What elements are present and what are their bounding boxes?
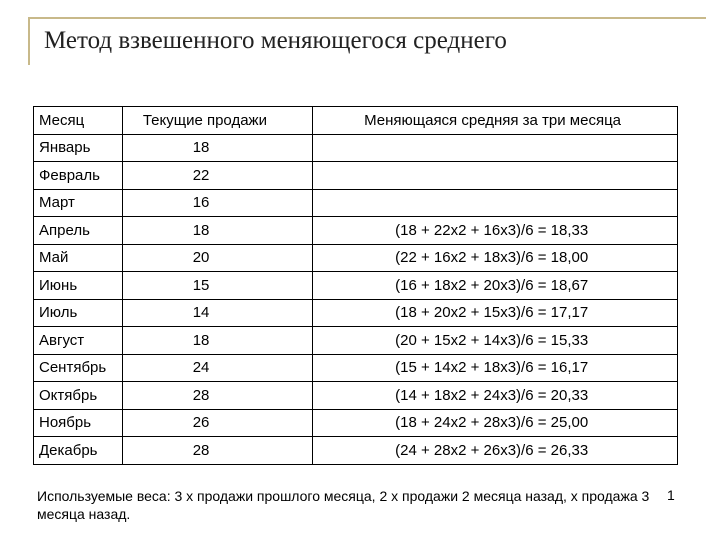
table-row: [34, 162, 678, 190]
table-row: [34, 354, 678, 382]
sales-cell: 22: [122, 162, 312, 190]
page-title: Метод взвешенного меняющегося среднего: [44, 27, 507, 54]
title-frame-top: [28, 17, 706, 19]
header-average: Меняющаяся средняя за три месяца: [313, 107, 678, 135]
header-month: Месяц: [34, 107, 123, 135]
table-row: [34, 134, 678, 162]
sales-cell: 14: [122, 299, 312, 327]
average-cell: [313, 134, 678, 162]
table-row: [34, 382, 678, 410]
average-cell: (18 + 24х2 + 28х3)/6 = 25,00: [313, 409, 678, 437]
month-cell: Февраль: [34, 162, 123, 190]
table-header-row: [34, 107, 678, 135]
table-row: [34, 437, 678, 465]
average-cell: (18 + 20х2 + 15х3)/6 = 17,17: [313, 299, 678, 327]
page-number: 1: [667, 487, 675, 503]
sales-cell: 28: [122, 382, 312, 410]
month-cell: Май: [34, 244, 123, 272]
average-cell: (15 + 14х2 + 18х3)/6 = 16,17: [313, 354, 678, 382]
table-row: [34, 409, 678, 437]
title-frame-left: [28, 17, 30, 65]
sales-cell: 20: [122, 244, 312, 272]
sales-cell: 28: [122, 437, 312, 465]
sales-cell: 24: [122, 354, 312, 382]
average-cell: (14 + 18х2 + 24х3)/6 = 20,33: [313, 382, 678, 410]
average-cell: [313, 162, 678, 190]
sales-table: [33, 106, 678, 465]
month-cell: Август: [34, 327, 123, 355]
month-cell: Июнь: [34, 272, 123, 300]
table-row: [34, 299, 678, 327]
sales-cell: 18: [122, 217, 312, 245]
sales-cell: 15: [122, 272, 312, 300]
sales-cell: 26: [122, 409, 312, 437]
header-sales: Текущие продажи: [122, 107, 312, 135]
table-row: [34, 272, 678, 300]
table-row: [34, 327, 678, 355]
table-row: [34, 244, 678, 272]
month-cell: Ноябрь: [34, 409, 123, 437]
month-cell: Январь: [34, 134, 123, 162]
month-cell: Октябрь: [34, 382, 123, 410]
month-cell: Март: [34, 189, 123, 217]
table-row: [34, 217, 678, 245]
average-cell: (20 + 15х2 + 14х3)/6 = 15,33: [313, 327, 678, 355]
table-row: [34, 189, 678, 217]
average-cell: (18 + 22х2 + 16х3)/6 = 18,33: [313, 217, 678, 245]
average-cell: (16 + 18х2 + 20х3)/6 = 18,67: [313, 272, 678, 300]
month-cell: Декабрь: [34, 437, 123, 465]
weights-footnote: Используемые веса: 3 х продажи прошлого месяца, 2 х продажи 2 месяца назад, х продажа 3 месяца назад.: [37, 488, 650, 522]
month-cell: Сентябрь: [34, 354, 123, 382]
average-cell: (24 + 28х2 + 26х3)/6 = 26,33: [313, 437, 678, 465]
month-cell: Июль: [34, 299, 123, 327]
sales-cell: 16: [122, 189, 312, 217]
sales-table-body: [34, 107, 678, 465]
sales-cell: 18: [122, 134, 312, 162]
month-cell: Апрель: [34, 217, 123, 245]
sales-cell: 18: [122, 327, 312, 355]
average-cell: (22 + 16х2 + 18х3)/6 = 18,00: [313, 244, 678, 272]
average-cell: [313, 189, 678, 217]
